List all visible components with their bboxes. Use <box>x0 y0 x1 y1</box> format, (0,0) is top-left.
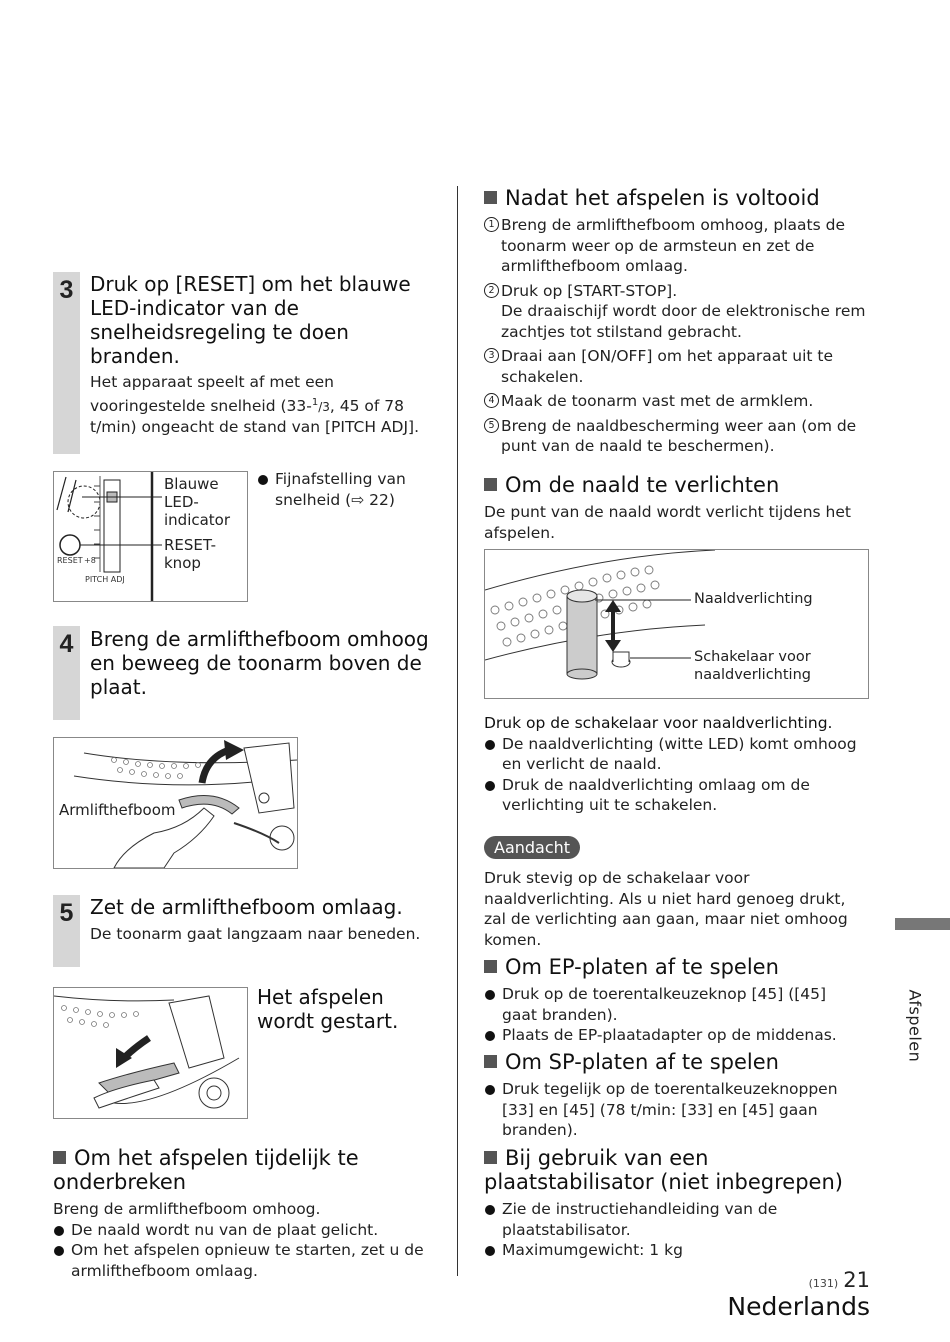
pitch-adj-label: PITCH ADJ <box>85 575 125 584</box>
after-step-item: 2 Druk op [START-STOP]. De draaischijf wordt door de elektronische rem zachtjes tot stilstand gebracht. <box>484 281 869 343</box>
sp-body <box>484 1079 864 1141</box>
step-3-figure <box>53 471 248 602</box>
sp-heading-text: Om SP-platen af te spelen <box>505 1050 779 1074</box>
side-tab-marker <box>895 918 950 930</box>
needle-light-heading <box>484 473 884 497</box>
arm-lift-lever-label: Armlifthefboom <box>59 801 176 819</box>
ep-bullet: Druk op de toerentalkeuzeknop [45] ([45] gaat branden). <box>484 984 864 1025</box>
caution-badge <box>484 836 580 859</box>
side-tab-label: Afspelen <box>905 989 925 1063</box>
stabilizer-body <box>484 1199 864 1261</box>
circled-number-icon: 5 <box>484 418 499 433</box>
needle-light-switch-label: Schakelaar voor naaldverlichting <box>694 649 811 683</box>
step-5-bar <box>53 895 80 967</box>
needle-light-label: Naaldverlichting <box>694 591 813 607</box>
pause-body <box>53 1199 448 1281</box>
step-5-figure <box>53 987 248 1119</box>
page-number-main: 21 <box>843 1268 870 1292</box>
circled-number-icon: 4 <box>484 393 499 408</box>
square-bullet-icon <box>484 478 497 491</box>
needle-light-instructions <box>484 713 874 816</box>
after-playback-heading <box>484 186 884 210</box>
step-3-desc-sub: /3 <box>318 399 330 414</box>
square-bullet-icon <box>484 960 497 973</box>
ep-heading-text: Om EP-platen af te spelen <box>505 955 779 979</box>
after-step-item: 1 Breng de armlifthefboom omhoog, plaats de toonarm weer op de armsteun en zet de armlifthefboom omlaag. <box>484 215 869 277</box>
sp-bullet: Druk tegelijk op de toerentalkeuzeknoppen [33] en [45] (78 t/min: [33] en [45] gaan branden). <box>484 1079 864 1141</box>
needle-light-bullet: De naaldverlichting (witte LED) komt omhoog en verlicht de naald. <box>484 734 874 775</box>
step-5-number: 5 <box>59 899 74 927</box>
stabilizer-heading <box>484 1146 884 1194</box>
pause-bullet: Om het afspelen opnieuw te starten, zet u de armlifthefboom omlaag. <box>53 1240 448 1281</box>
pause-heading-text: Om het afspelen tijdelijk te onderbreken <box>53 1146 359 1194</box>
step-3-title: Druk op [RESET] om het blauwe LED-indicator van de snelheidsregeling te doen branden. <box>90 272 411 368</box>
circled-number-icon: 2 <box>484 283 499 298</box>
circled-number-icon: 1 <box>484 217 499 232</box>
playback-started-text: Het afspelen wordt gestart. <box>257 985 399 1033</box>
step-5-title: Zet de armlifthefboom omlaag. <box>90 895 403 919</box>
step-3-desc-sup: 1 <box>311 396 319 408</box>
needle-light-instruction: Druk op de schakelaar voor naaldverlichting. <box>484 714 833 732</box>
page-number <box>790 1268 870 1292</box>
after-step-item: 5 Breng de naaldbescherming weer aan (om de punt van de naald te beschermen). <box>484 416 869 457</box>
after-playback-steps <box>484 215 869 461</box>
needle-light-figure <box>484 549 869 699</box>
ep-body <box>484 984 864 1046</box>
pitch-fine-adjust-note: Fijnafstelling van snelheid (⇨ 22) <box>257 469 437 510</box>
needle-light-heading-text: Om de naald te verlichten <box>505 473 780 497</box>
column-divider <box>457 186 458 1276</box>
pause-bullet: De naald wordt nu van de plaat gelicht. <box>53 1220 448 1241</box>
pause-text: Breng de armlifthefboom omhoog. <box>53 1200 321 1218</box>
pause-heading <box>53 1146 448 1194</box>
needle-light-text: De punt van de naald wordt verlicht tijdens het afspelen. <box>484 503 851 542</box>
caution-text: Druk stevig op de schakelaar voor naaldverlichting. Als u niet hard genoeg drukt, zal de verlichting aan gaan, maar niet omhoog komen. <box>484 869 848 949</box>
square-bullet-icon <box>484 1151 497 1164</box>
arm-lift-lower-illustration <box>54 988 247 1118</box>
stabilizer-bullet: Zie de instructiehandleiding van de plaatstabilisator. <box>484 1199 864 1240</box>
stabilizer-bullet: Maximumgewicht: 1 kg <box>484 1240 864 1261</box>
step-4-figure <box>53 737 298 869</box>
stabilizer-heading-text: Bij gebruik van een plaatstabilisator (niet inbegrepen) <box>484 1146 843 1194</box>
square-bullet-icon <box>53 1151 66 1164</box>
after-playback-heading-text: Nadat het afspelen is voltooid <box>505 186 820 210</box>
step-4-bar <box>53 626 80 720</box>
step-3-bullet <box>257 469 437 510</box>
needle-light-bullet: Druk de naaldverlichting omlaag om de verlichting uit te schakelen. <box>484 775 874 816</box>
step-3-number: 3 <box>59 276 74 304</box>
circled-number-icon: 3 <box>484 348 499 363</box>
step-3-desc-part1: Het apparaat speelt af met een vooringestelde snelheid (33- <box>90 373 334 415</box>
caution-label: Aandacht <box>484 836 580 859</box>
ep-heading <box>484 955 884 979</box>
step-5-description: De toonarm gaat langzaam naar beneden. <box>90 925 421 943</box>
led-indicator-label: Blauwe LED-indicator <box>164 475 231 529</box>
square-bullet-icon <box>484 191 497 204</box>
after-step-item: 4 Maak de toonarm vast met de armklem. <box>484 391 869 412</box>
language-label: Nederlands <box>727 1292 870 1321</box>
step-4-number: 4 <box>59 630 74 658</box>
plus8-label: +8 <box>84 556 96 565</box>
step-3-desc-part2: , 45 of 78 t/min) ongeacht de stand van [PITCH ADJ]. <box>90 396 420 437</box>
sp-heading <box>484 1050 884 1074</box>
ep-bullet: Plaats de EP-plaatadapter op de middenas. <box>484 1025 864 1046</box>
reset-button-label: RESET-knop <box>164 536 217 572</box>
step-3-description <box>90 372 440 438</box>
after-step-item: 3 Draai aan [ON/OFF] om het apparaat uit te schakelen. <box>484 346 869 387</box>
square-bullet-icon <box>484 1055 497 1068</box>
reset-small-label: RESET <box>57 556 83 565</box>
page-number-small: (131) <box>808 1277 839 1290</box>
step-4-title: Breng de armlifthefboom omhoog en beweeg de toonarm boven de plaat. <box>90 627 429 699</box>
step-3-bar <box>53 272 80 454</box>
